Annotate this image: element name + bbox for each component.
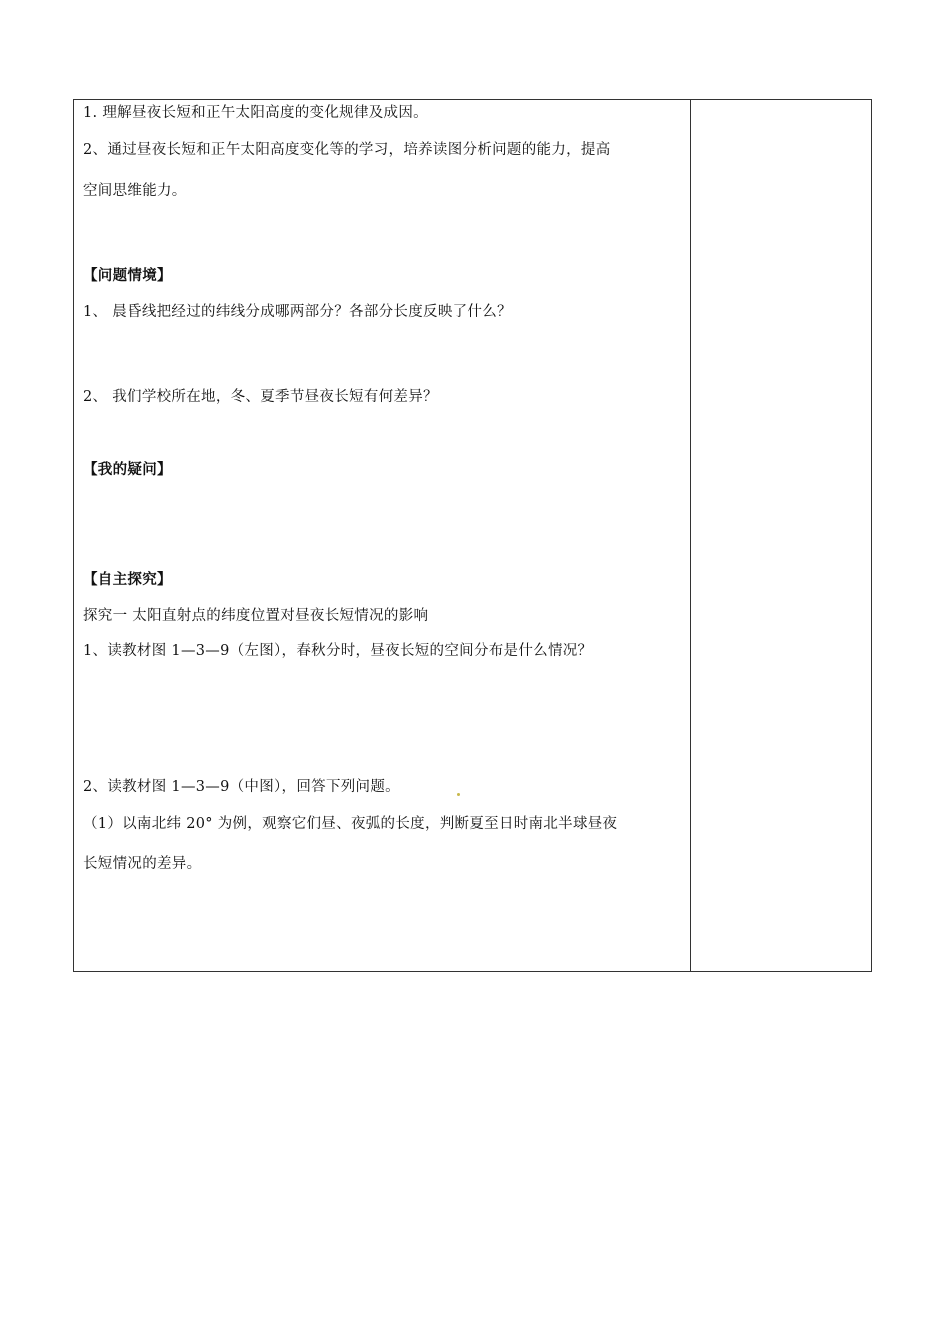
objective-item-2-line-2: 空间思维能力。 [83, 183, 187, 199]
objective-item-2-line-1: 2、通过昼夜长短和正午太阳高度变化等的学习，培养读图分析问题的能力，提高 [83, 142, 611, 158]
stray-mark [457, 793, 460, 796]
inquiry-1-title: 探究一 太阳直射点的纬度位置对昼夜长短情况的影响 [83, 608, 429, 624]
inquiry-question-2-sub-1-line-2: 长短情况的差异。 [83, 856, 202, 872]
notes-column [691, 100, 871, 971]
worksheet-table [73, 99, 872, 972]
self-inquiry-heading: 【自主探究】 [83, 572, 172, 588]
objective-item-1: 1. 理解昼夜长短和正午太阳高度的变化规律及成因。 [83, 105, 428, 121]
inquiry-question-2: 2、读教材图 1—3—9（中图），回答下列问题。 [83, 779, 400, 795]
inquiry-question-2-sub-1-line-1: （1）以南北纬 20° 为例，观察它们昼、夜弧的长度，判断夏至日时南北半球昼夜 [83, 816, 618, 832]
problem-situation-heading: 【问题情境】 [83, 268, 172, 284]
my-questions-heading: 【我的疑问】 [83, 462, 172, 478]
inquiry-question-1: 1、读教材图 1—3—9（左图），春秋分时，昼夜长短的空间分布是什么情况？ [83, 643, 593, 659]
problem-question-2: 2、 我们学校所在地，冬、夏季节昼夜长短有何差异？ [83, 389, 438, 405]
problem-question-1: 1、 晨昏线把经过的纬线分成哪两部分？各部分长度反映了什么？ [83, 304, 512, 320]
